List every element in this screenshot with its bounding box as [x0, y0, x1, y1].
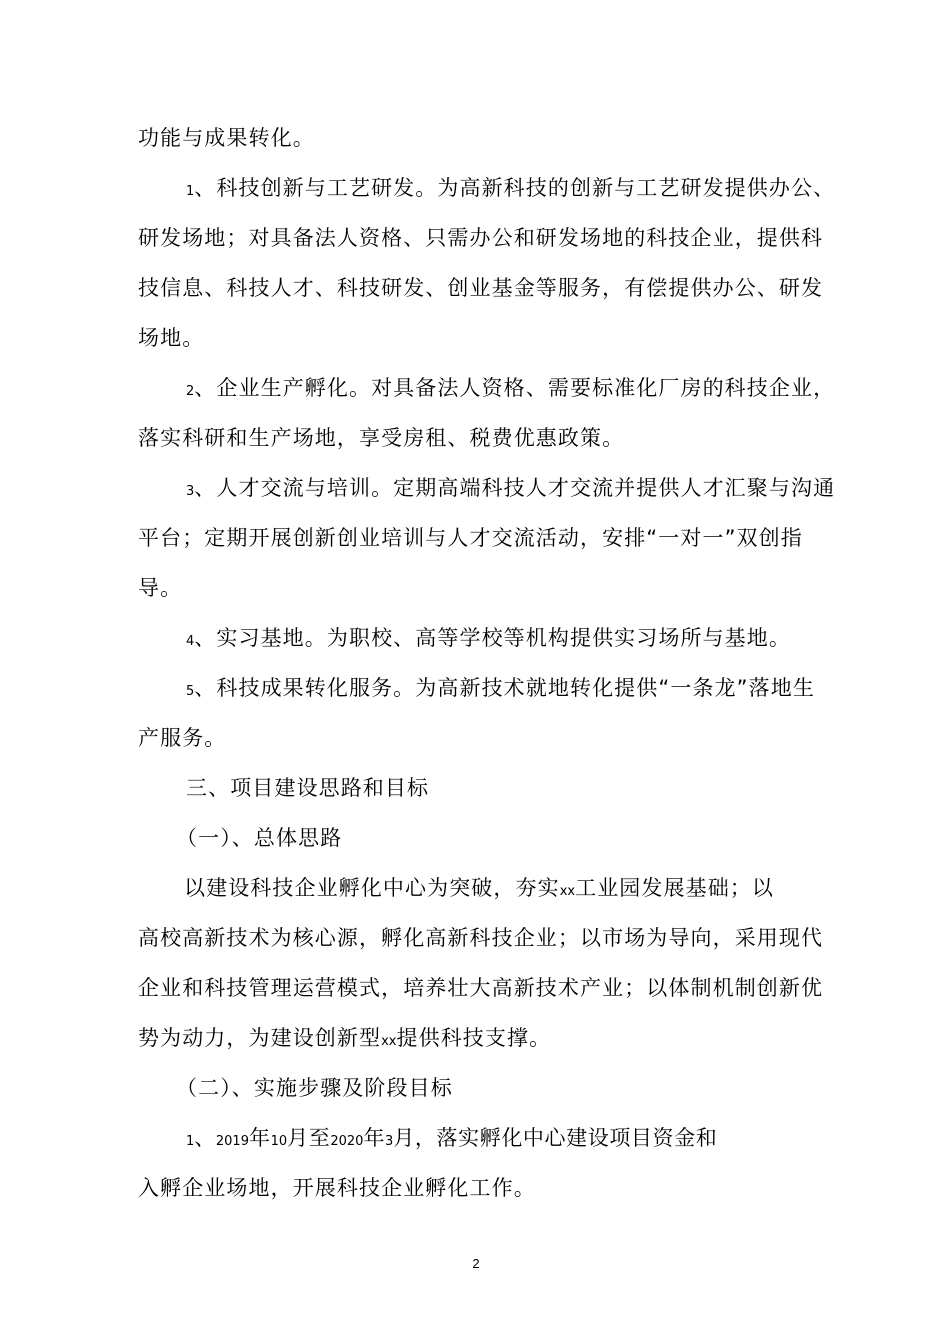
line-text: 、 — [194, 1126, 216, 1150]
heading-text: （二）、实施步骤及阶段目标 — [176, 1076, 453, 1100]
line-text: 、实习基地。为职校、高等学校等机构提供实习场所与基地。 — [194, 626, 791, 650]
year-number: 2019 — [215, 1134, 249, 1149]
subsection-heading — [176, 1074, 453, 1102]
line-text: 年 — [248, 1126, 271, 1150]
heading-text: 三、项目建设思路和目标 — [186, 776, 430, 800]
list-item-heading — [186, 674, 815, 706]
text-line — [138, 224, 823, 252]
line-text: 导。 — [138, 576, 183, 600]
line-text: 企业和科技管理运营模式，培养壮大高新技术产业；以体制机制创新优 — [138, 976, 824, 1000]
line-text: 平台；定期开展创新创业培训与人才交流活动，安排“一对一”双创指 — [138, 526, 803, 550]
month-number: 3 — [385, 1134, 394, 1149]
line-text: 月，落实孵化中心建设项目资金和 — [393, 1126, 718, 1150]
subsection-heading — [176, 824, 342, 852]
line-text: 工业园发展基础；以 — [575, 876, 774, 900]
text-line — [184, 874, 774, 906]
line-text: 势为动力，为建设创新型 — [138, 1026, 382, 1050]
line-text: 月至 — [287, 1126, 331, 1150]
line-text: 以建设科技企业孵化中心为突破，夯实 — [184, 876, 560, 900]
line-text: 年 — [363, 1126, 386, 1150]
line-text: 、科技成果转化服务。为高新技术就地转化提供“一条龙”落地生 — [194, 676, 815, 700]
section-heading — [186, 774, 429, 802]
line-text: 、企业生产孵化。对具备法人资格、需要标准化厂房的科技企业， — [194, 376, 836, 400]
text-line — [138, 974, 823, 1002]
line-text: 、人才交流与培训。定期高端科技人才交流并提供人才汇聚与沟通 — [194, 476, 836, 500]
placeholder-xx: xx — [559, 884, 576, 899]
list-item-heading — [186, 174, 835, 206]
text-line — [138, 574, 182, 602]
line-text: 研发场地；对具备法人资格、只需办公和研发场地的科技企业，提供科 — [138, 226, 824, 250]
text-line — [138, 274, 823, 302]
line-text: 技信息、科技人才、科技研发、创业基金等服务，有偿提供办公、研发 — [138, 276, 824, 300]
line-text: 入孵企业场地，开展科技企业孵化工作。 — [138, 1176, 536, 1200]
year-number: 2020 — [330, 1134, 364, 1149]
list-item-heading — [186, 374, 835, 406]
line-text: 场地。 — [138, 326, 205, 350]
text-line — [138, 1024, 551, 1056]
text-line — [138, 1174, 536, 1202]
list-item-heading — [186, 624, 791, 656]
text-line — [138, 424, 624, 452]
list-number: 4 — [186, 634, 195, 649]
placeholder-xx: xx — [381, 1034, 397, 1049]
list-number: 3 — [186, 484, 195, 499]
list-number: 1 — [186, 1134, 195, 1149]
line-text: 高校高新技术为核心源，孵化高新科技企业；以市场为导向，采用现代 — [138, 926, 824, 950]
heading-text: （一）、总体思路 — [176, 826, 343, 850]
line-text: 提供科技支撑。 — [396, 1026, 552, 1050]
text-line — [138, 324, 204, 352]
line-text: 、科技创新与工艺研发。为高新科技的创新与工艺研发提供办公、 — [194, 176, 836, 200]
text-line — [138, 524, 803, 552]
list-number: 2 — [186, 384, 195, 399]
text-line — [138, 124, 315, 152]
list-item-heading — [186, 1124, 717, 1156]
list-item-heading — [186, 474, 835, 506]
list-number: 5 — [186, 684, 195, 699]
text-line — [138, 724, 226, 752]
line-text: 功能与成果转化。 — [138, 126, 315, 150]
page-number: 2 — [472, 1256, 480, 1271]
line-text: 产服务。 — [138, 726, 227, 750]
text-line — [138, 924, 823, 952]
line-text: 落实科研和生产场地，享受房租、税费优惠政策。 — [138, 426, 625, 450]
list-number: 1 — [186, 184, 195, 199]
month-number: 10 — [270, 1134, 288, 1149]
